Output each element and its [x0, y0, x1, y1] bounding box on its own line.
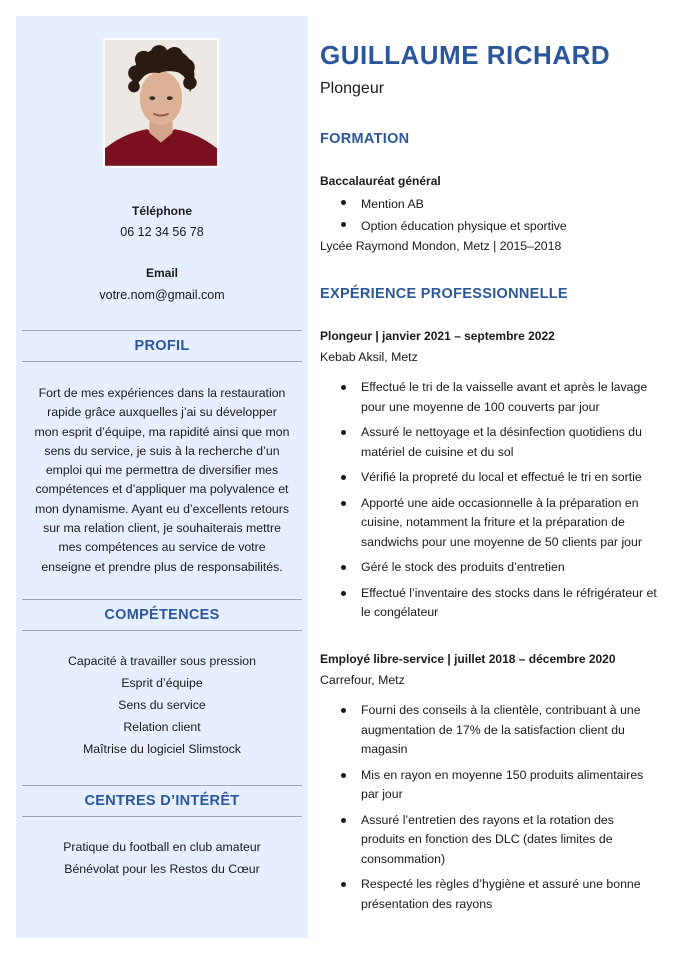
job-entry-company: Kebab Aksil, Metz	[320, 350, 418, 364]
list-item: Apporté une aide occasionnelle à la préparation en cuisine, notamment la friture et la préparation de sandwichs pour une moyenne de 50 clients par jour	[320, 494, 660, 553]
skill-item: Sens du service	[118, 698, 206, 712]
list-item: Effectué le tri de la vaisselle avant et après le lavage pour une moyenne de 100 couverts par jour	[320, 378, 660, 417]
interest-item: Pratique du football en club amateur	[63, 840, 261, 854]
list-item: Fourni des conseils à la clientèle, contribuant à une augmentation de 17% de la satisfaction client du magasin	[320, 701, 660, 760]
interest-item: Bénévolat pour les Restos du Cœur	[64, 862, 260, 876]
list-item: Effectué l’inventaire des stocks dans le réfrigérateur et le congélateur	[320, 584, 660, 623]
email-value: votre.nom@gmail.com	[99, 288, 225, 302]
list-item: Assuré le nettoyage et la désinfection quotidiens du matériel de cuisine et du sol	[320, 423, 660, 462]
profile-heading: PROFIL	[22, 330, 302, 362]
phone-value: 06 12 34 56 78	[120, 225, 204, 239]
skill-item: Capacité à travailler sous pression	[68, 654, 256, 668]
skills-list	[16, 650, 308, 760]
interests-list	[16, 836, 308, 880]
list-item: Géré le stock des produits d’entretien	[320, 558, 660, 578]
profile-photo	[103, 38, 219, 168]
list-item: Respecté les règles d’hygiène et assuré une bonne présentation des rayons	[320, 875, 660, 914]
email-label: Email	[145, 266, 178, 280]
skill-item: Maîtrise du logiciel Slimstock	[83, 742, 241, 756]
job-tasks	[320, 701, 660, 920]
list-item: Mis en rayon en moyenne 150 produits alimentaires par jour	[320, 766, 660, 805]
interests-heading: CENTRES D’INTÉRÊT	[22, 785, 302, 817]
job-entry-title: Employé libre-service | juillet 2018 – décembre 2020	[320, 652, 616, 666]
degree-title: Baccalauréat général	[320, 174, 441, 188]
job-entry-company: Carrefour, Metz	[320, 673, 405, 687]
school-info: Lycée Raymond Mondon, Metz | 2015–2018	[320, 239, 562, 253]
list-item: Mention AB	[320, 193, 660, 215]
list-item: Vérifié la propreté du local et effectué le tri en sortie	[320, 468, 660, 488]
skill-item: Esprit d’équipe	[121, 676, 203, 690]
phone-label: Téléphone	[131, 204, 192, 218]
profile-text: Fort de mes expériences dans la restauration rapide grâce auxquelles j’ai su développer mon esprit d’équipe, ma rapidité ainsi que mon sens du service, je suis à la recherche d’un emploi qui me permettra de diversifier mes compétences et d’appliquer ma polyvalence et mon dynamisme. Ayant eu d’excellents retours sur ma relation client, je souhaiterais mettre mes compétences au service de votre enseigne et prendre plus de responsabilités.	[34, 386, 290, 574]
education-heading: FORMATION	[320, 131, 410, 147]
job-title: Plongeur	[320, 80, 385, 97]
skill-item: Relation client	[123, 720, 201, 734]
experience-heading: EXPÉRIENCE PROFESSIONNELLE	[320, 286, 568, 302]
list-item: Assuré l’entretien des rayons et la rotation des produits en fonction des DLC (dates limites de consommation)	[320, 811, 660, 870]
candidate-name: GUILLAUME RICHARD	[320, 40, 611, 70]
portrait-image	[105, 40, 217, 166]
job-tasks	[320, 378, 660, 629]
job-entry-title: Plongeur | janvier 2021 – septembre 2022	[320, 329, 555, 343]
degree-details	[320, 193, 660, 237]
skills-heading: COMPÉTENCES	[22, 599, 302, 631]
sidebar	[16, 16, 308, 938]
list-item: Option éducation physique et sportive	[320, 215, 660, 237]
